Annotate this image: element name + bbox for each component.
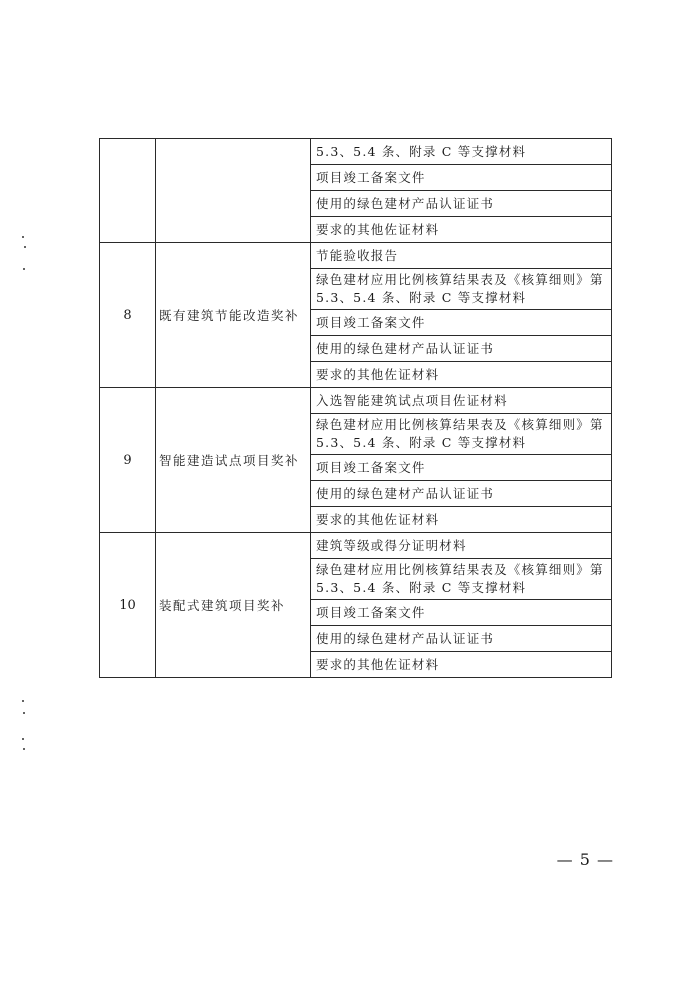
doc-cell: 项目竣工备案文件 bbox=[311, 165, 612, 191]
row-name-cell: 智能建造试点项目奖补 bbox=[156, 388, 311, 533]
scan-speck bbox=[23, 748, 25, 750]
scan-speck bbox=[22, 700, 24, 702]
doc-cell: 5.3、5.4 条、附录 C 等支撑材料 bbox=[311, 139, 612, 165]
doc-cell: 项目竣工备案文件 bbox=[311, 310, 612, 336]
row-name-cell: 装配式建筑项目奖补 bbox=[156, 533, 311, 678]
requirements-table bbox=[99, 138, 612, 678]
row-name-cell bbox=[156, 139, 311, 243]
table-row bbox=[100, 243, 612, 269]
doc-cell: 绿色建材应用比例核算结果表及《核算细则》第5.3、5.4 条、附录 C 等支撑材料 bbox=[311, 269, 612, 310]
scan-speck bbox=[24, 246, 26, 248]
doc-cell: 绿色建材应用比例核算结果表及《核算细则》第5.3、5.4 条、附录 C 等支撑材料 bbox=[311, 559, 612, 600]
scan-speck bbox=[23, 268, 25, 270]
row-number-cell bbox=[100, 139, 156, 243]
doc-cell: 使用的绿色建材产品认证证书 bbox=[311, 626, 612, 652]
row-name-cell: 既有建筑节能改造奖补 bbox=[156, 243, 311, 388]
row-number-cell: 9 bbox=[100, 388, 156, 533]
scan-speck bbox=[22, 236, 24, 238]
page-number: — 5 — bbox=[556, 850, 614, 869]
scan-speck bbox=[23, 712, 25, 714]
doc-cell: 绿色建材应用比例核算结果表及《核算细则》第5.3、5.4 条、附录 C 等支撑材料 bbox=[311, 414, 612, 455]
doc-cell: 节能验收报告 bbox=[311, 243, 612, 269]
doc-cell: 要求的其他佐证材料 bbox=[311, 652, 612, 678]
doc-cell: 建筑等级或得分证明材料 bbox=[311, 533, 612, 559]
doc-cell: 要求的其他佐证材料 bbox=[311, 362, 612, 388]
doc-cell: 入选智能建筑试点项目佐证材料 bbox=[311, 388, 612, 414]
table-row bbox=[100, 139, 612, 165]
row-number-cell: 10 bbox=[100, 533, 156, 678]
doc-cell: 使用的绿色建材产品认证证书 bbox=[311, 336, 612, 362]
doc-cell: 要求的其他佐证材料 bbox=[311, 217, 612, 243]
row-number-cell: 8 bbox=[100, 243, 156, 388]
doc-cell: 项目竣工备案文件 bbox=[311, 600, 612, 626]
table-row bbox=[100, 388, 612, 414]
table-row bbox=[100, 533, 612, 559]
doc-cell: 使用的绿色建材产品认证证书 bbox=[311, 481, 612, 507]
doc-cell: 使用的绿色建材产品认证证书 bbox=[311, 191, 612, 217]
doc-cell: 项目竣工备案文件 bbox=[311, 455, 612, 481]
scan-speck bbox=[22, 738, 24, 740]
doc-cell: 要求的其他佐证材料 bbox=[311, 507, 612, 533]
